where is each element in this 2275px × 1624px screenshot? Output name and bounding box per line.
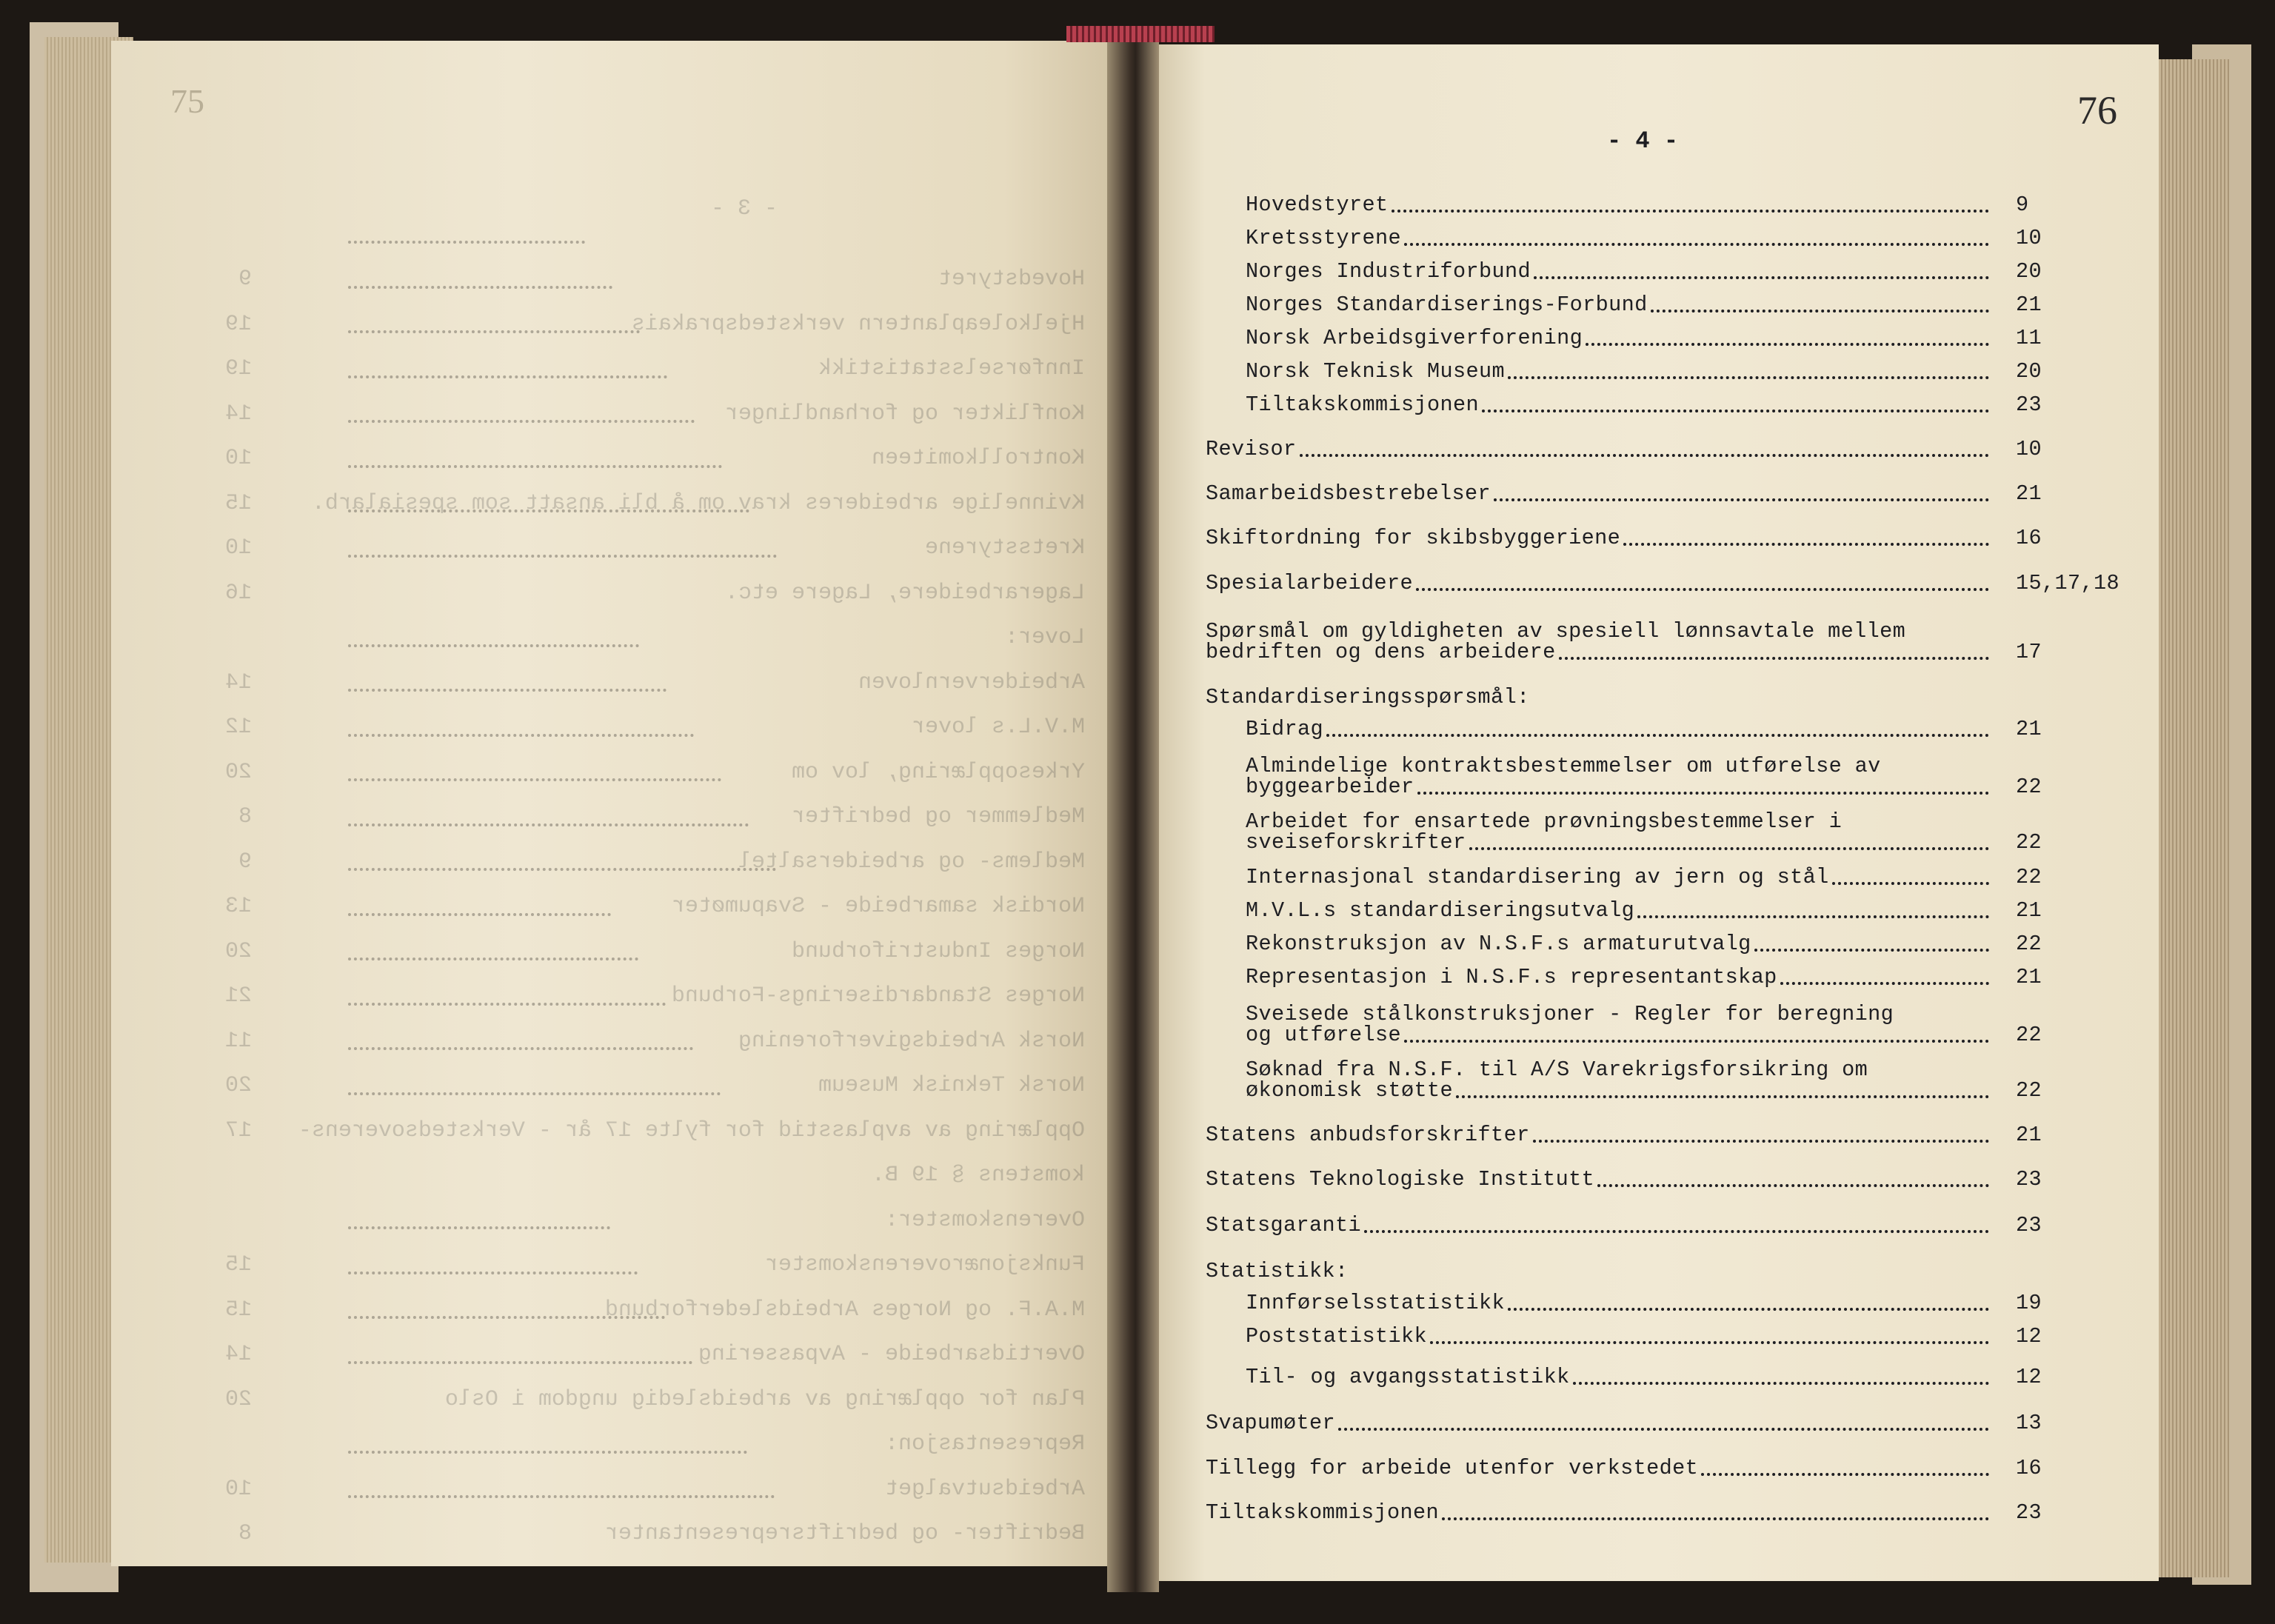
index-entry (1246, 1024, 2148, 1049)
index-entry-label: Innførselsstatistikk (1246, 1291, 1506, 1315)
bleed-through-page: 15 (224, 1297, 252, 1323)
bleed-through-text: Overenskomster: (884, 1207, 1085, 1233)
dot-leader (1416, 588, 1989, 591)
dot-leader (1364, 1230, 1989, 1233)
left-page-number: 75 (170, 82, 204, 120)
bleed-through-page: 20 (224, 1386, 252, 1412)
index-entry-first-line: Søknad fra N.S.F. til A/S Varekrigsforsikring om (1246, 1057, 1868, 1082)
dot-leader (1780, 982, 1989, 985)
bleed-through-text: Arbeidsutvalget (884, 1476, 1085, 1502)
index-entry (1206, 641, 2148, 666)
index-entry-label: Spesialarbeidere (1206, 571, 1414, 595)
index-section-heading: Statistikk: (1206, 1259, 1349, 1283)
dot-leader (1754, 949, 1989, 952)
dot-leader (1482, 410, 1989, 412)
index-entry-page: 23 (2016, 1500, 2042, 1525)
index-entry-page: 21 (2016, 898, 2042, 923)
index-entry-page: 21 (2016, 293, 2042, 317)
bleed-through-text: Kontrollkomiteen (871, 446, 1085, 471)
dot-leader (1392, 210, 1989, 213)
dot-leader (1534, 276, 1989, 279)
index-entry-label: Samarbeidsbestrebelser (1206, 481, 1491, 506)
index-entry (1246, 776, 2148, 801)
index-entry-page: 23 (2016, 1213, 2042, 1237)
bleed-through-text: Funksjonæroverenskomster (764, 1252, 1085, 1277)
bleed-through-page: 14 (224, 1342, 252, 1367)
bleed-through-page: 21 (224, 983, 252, 1009)
index-entry (1246, 294, 2148, 319)
bleed-through-page: 10 (224, 1476, 252, 1502)
bleed-through-page: 16 (224, 580, 252, 606)
dot-leader (1508, 376, 1989, 379)
dot-leader (1701, 1473, 1989, 1476)
index-entry-label: Rekonstruksjon av N.S.F.s armaturutvalg (1246, 932, 1751, 956)
index-entry-label: sveiseforskrifter (1246, 830, 1466, 855)
index-entry (1206, 438, 2148, 464)
bleed-through-page: 14 (224, 401, 252, 427)
dot-leader (1586, 343, 1989, 346)
index-entry-label: M.V.L.s standardiseringsutvalg (1246, 898, 1635, 923)
index-entry (1246, 718, 2148, 744)
index-entry-label: Statens anbudsforskrifter (1206, 1123, 1530, 1147)
bleed-through-text: M.V.L.s lover (911, 715, 1085, 740)
index-entry-label: Statens Teknologiske Institutt (1206, 1167, 1595, 1192)
dot-leader (1326, 734, 1989, 737)
dot-leader (1338, 1428, 1989, 1431)
index-entry (1246, 900, 2148, 925)
index-entry-label: økonomisk støtte (1246, 1078, 1454, 1103)
index-entry (1206, 483, 2148, 508)
index-entry (1206, 1124, 2148, 1149)
bleed-through-text: Norges Standardiserings-Forbund (671, 983, 1085, 1009)
index-entry-page: 22 (2016, 775, 2042, 799)
dot-leader (1508, 1308, 1989, 1311)
index-entry-page: 22 (2016, 932, 2042, 956)
index-entry-page: 22 (2016, 830, 2042, 855)
index-entry-first-line: Sveisede stålkonstruksjoner - Regler for beregning (1246, 1002, 1894, 1026)
index-entry (1246, 1080, 2148, 1105)
index-entry-page: 21 (2016, 717, 2042, 741)
index-entry (1246, 933, 2148, 958)
index-entry (1246, 1326, 2148, 1351)
index-entry (1206, 1457, 2148, 1483)
dot-leader (1300, 454, 1989, 457)
index-entry-label: Norges Industriforbund (1246, 259, 1531, 284)
index-entry (1246, 1292, 2148, 1317)
index-entry (1246, 227, 2148, 253)
bleed-through-text: Medlems- og arbeidersaltel (738, 849, 1085, 875)
index-entry-page: 22 (2016, 865, 2042, 889)
index-entry-page: 15,17,18 (2016, 571, 2120, 595)
bleed-through-text: Kvinnelige arbeideres krav om å bli ansatt som spesialarb. (311, 490, 1085, 516)
index-entry-label: byggearbeider (1246, 775, 1414, 799)
index-entry-page: 22 (2016, 1023, 2042, 1047)
bleed-through-page: 12 (224, 715, 252, 740)
bleed-through-text: Norges Industriforbund (791, 938, 1085, 964)
dot-leader (1442, 1517, 1989, 1520)
index-entry (1206, 527, 2148, 552)
index-entry-label: Norsk Teknisk Museum (1246, 359, 1506, 384)
index-entry-label: Representasjon i N.S.F.s representantskap (1246, 965, 1777, 989)
bleed-through-text: Lagerarbeidere, Lagere etc. (724, 580, 1085, 606)
bleed-through-text: Representasjon: (884, 1431, 1085, 1457)
bleed-through-page: 8 (238, 804, 252, 829)
dot-leader (1533, 1140, 1989, 1143)
bleed-through-page: 8 (238, 1521, 252, 1546)
index-entry-page: 10 (2016, 437, 2042, 461)
dot-leader (1637, 915, 1989, 918)
dot-leader (1597, 1184, 1989, 1187)
bleed-through-page: 10 (224, 446, 252, 471)
bleed-through-text: Norsk Teknisk Museum (818, 1073, 1085, 1098)
bleed-through-page: 14 (224, 669, 252, 695)
bleed-through-text: komstens § 19 B. (871, 1163, 1085, 1188)
index-entry-page: 17 (2016, 640, 2042, 664)
index-entry (1246, 194, 2148, 219)
bleed-through-text: Yrkesopplæring, lov om (791, 759, 1085, 785)
bleed-through-page: 19 (224, 311, 252, 337)
index-entry (1246, 832, 2148, 857)
page-marker: - 4 - (1607, 127, 1679, 155)
dot-leader (1430, 1341, 1989, 1344)
index-entry-page: 16 (2016, 526, 2042, 550)
index-entry-page: 23 (2016, 1167, 2042, 1192)
index-entry-page: 12 (2016, 1324, 2042, 1349)
index-entry-label: Norges Standardiserings-Forbund (1246, 293, 1648, 317)
bleed-through-page: 20 (224, 759, 252, 785)
bleed-through-page: 15 (224, 1252, 252, 1277)
index-entry-page: 16 (2016, 1456, 2042, 1480)
bleed-through-text: Nordisk samarbeide - Svapumøter (671, 894, 1085, 919)
index-entry (1206, 1214, 2148, 1240)
index-entry-page: 10 (2016, 226, 2042, 250)
bleed-through-page: 20 (224, 1073, 252, 1098)
page-number: 76 (2077, 88, 2117, 133)
bleed-through-text: Overtidsarbeide - Avpassering (698, 1342, 1085, 1367)
index-entry-label: Svapumøter (1206, 1411, 1336, 1435)
bleed-through-text: Kretsstyrene (924, 535, 1085, 561)
index-entry-label: Tiltakskommisjonen (1246, 392, 1480, 417)
index-entry-label: Til- og avgangsstatistikk (1246, 1365, 1570, 1389)
index-entry-page: 13 (2016, 1411, 2042, 1435)
dot-leader (1623, 543, 1989, 546)
bleed-through-page: 10 (224, 535, 252, 561)
index-entry-page: 20 (2016, 259, 2042, 284)
index-entry-first-line: Arbeidet for ensartede prøvningsbestemmelser i (1246, 809, 1843, 834)
index-entry (1246, 261, 2148, 286)
index-entry (1246, 327, 2148, 352)
index-entry-page: 23 (2016, 392, 2042, 417)
bleed-through-text: Plan for opplæring av arbeidsledig ungdom i Oslo (444, 1386, 1085, 1412)
index-entry-label: Internasjonal standardisering av jern og stål (1246, 865, 1829, 889)
index-entry-label: Kretsstyrene (1246, 226, 1402, 250)
index-entry-first-line: Almindelige kontraktsbestemmelser om utførelse av (1246, 754, 1881, 778)
left-page-marker: - 3 - (710, 196, 778, 221)
bleed-through-text: Medlemmer og bedrifter (791, 804, 1085, 829)
index-entry-label: Tillegg for arbeide utenfor verkstedet (1206, 1456, 1699, 1480)
bleed-through-page: 9 (238, 267, 252, 292)
index-entry (1246, 1366, 2148, 1391)
index-entry-first-line: Spørsmål om gyldigheten av spesiell lønnsavtale mellem (1206, 619, 1906, 644)
dot-leader (1494, 498, 1989, 501)
index-entry (1246, 866, 2148, 892)
index-entry-page: 9 (2016, 193, 2029, 217)
index-entry (1246, 394, 2148, 419)
index-entry-label: Tiltakskommisjonen (1206, 1500, 1440, 1525)
bleed-through-text: Opplæring av avplasstid for fylte 17 år - Verkstedsoverens- (298, 1117, 1085, 1143)
index-entry-page: 21 (2016, 481, 2042, 506)
dot-leader (1573, 1382, 1989, 1385)
bleed-through-text: Innførselsstatistikk (818, 356, 1085, 381)
index-entry (1246, 361, 2148, 386)
index-entry-label: Poststatistikk (1246, 1324, 1428, 1349)
dot-leader (1404, 243, 1989, 246)
dot-leader (1559, 657, 1989, 660)
index-entry-label: Statsgaranti (1206, 1213, 1362, 1237)
index-entry-label: Hovedstyret (1246, 193, 1389, 217)
bleed-through-text: Bedrifter- og bedriftsrepresentanter (604, 1521, 1085, 1546)
index-entry-page: 22 (2016, 1078, 2042, 1103)
bleed-through-page: 11 (224, 1028, 252, 1054)
bleed-through-text: Hovedstyret (938, 267, 1085, 292)
bleed-through-page: 17 (224, 1117, 252, 1143)
index-entry-label: Norsk Arbeidsgiverforening (1246, 326, 1583, 350)
index-entry-label: bedriften og dens arbeidere (1206, 640, 1556, 664)
index-entry (1206, 572, 2148, 598)
dot-leader (1417, 792, 1989, 795)
index-entry (1206, 1169, 2148, 1194)
dot-leader (1456, 1095, 1989, 1098)
index-entry-label: Bidrag (1246, 717, 1324, 741)
index-section-heading: Standardiseringsspørsmål: (1206, 685, 1530, 709)
index-entry (1246, 966, 2148, 992)
index-entry (1206, 1412, 2148, 1437)
index-entry-page: 20 (2016, 359, 2042, 384)
bleed-through-page: 9 (238, 849, 252, 875)
bleed-through-page: 19 (224, 356, 252, 381)
index-entry (1206, 1502, 2148, 1527)
bleed-through-text: M.A.F. og Norges Arbeidslederforbund (604, 1297, 1085, 1323)
dot-leader (1651, 310, 1989, 313)
bleed-through-page: 15 (224, 490, 252, 516)
index-entry-label: og utførelse (1246, 1023, 1402, 1047)
bleed-through-text: Konflikter og forhandlinger (724, 401, 1085, 427)
bleed-through-text: Hjelkoleaplantern verkstedsprakais (631, 311, 1085, 337)
bleed-through-text: Norsk Arbeidsgiverforening (738, 1028, 1085, 1054)
dot-leader (1404, 1040, 1989, 1043)
index-entry-label: Skiftordning for skibsbyggeriene (1206, 526, 1621, 550)
index-entry-page: 21 (2016, 1123, 2042, 1147)
bleed-through-page: 20 (224, 938, 252, 964)
index-entry-label: Revisor (1206, 437, 1297, 461)
index-entry-page: 21 (2016, 965, 2042, 989)
bleed-through-page: 13 (224, 894, 252, 919)
dot-leader (1469, 847, 1989, 850)
dot-leader (1832, 882, 1989, 885)
index-entry-page: 11 (2016, 326, 2042, 350)
index-entry-page: 12 (2016, 1365, 2042, 1389)
bleed-through-text: Arbeidervernloven (858, 669, 1085, 695)
index-entry-page: 19 (2016, 1291, 2042, 1315)
bleed-through-text: Lover: (1004, 625, 1085, 650)
